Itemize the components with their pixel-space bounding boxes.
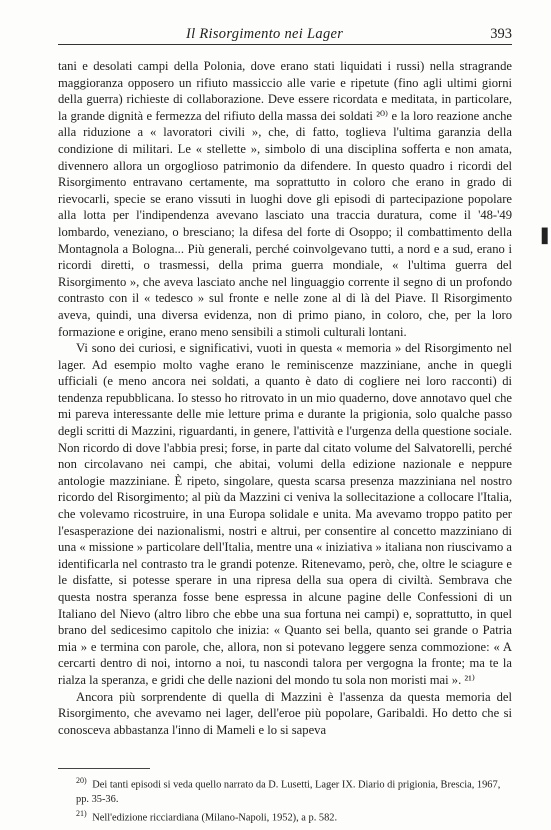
- header-rule: [58, 44, 512, 45]
- page-number: 393: [490, 26, 512, 42]
- footnote-number: 21): [76, 808, 87, 818]
- footnote-20: [58, 774, 512, 807]
- body-text: [58, 58, 512, 738]
- footnote-text: Dei tanti episodi si veda quello narrato da D. Lusetti, Lager IX. Diario di prigionia, Brescia, 1967, pp. 35-36.: [76, 779, 501, 805]
- paragraph-1: tani e desolati campi della Polonia, dove erano stati liquidati i russi) nella stragrande maggioranza opposero un rifiuto massiccio alle varie e ripetute (fino agli ultimi giorni della guerra) richieste di collaborazione. Deve essere ricordata e meditata, in particolare, la grande dignità e fermezza del rifiuto della massa dei soldati ²⁰⁾ e la loro reazione anche alla riduzione a « lavoratori civili », che, di fatto, toglieva l'ultima garanzia della condizione di militari. Le « stellette », simbolo di una disciplina sofferta e non amata, divennero allora un orgoglioso patrimonio da difendere. In questo quadro i ricordi del Risorgimento entravano certamente, ma soprattutto in coloro che erano in grado di rievocarli, specie se erano vissuti in luoghi dove gli episodi di partecipazione popolare alla lotta per l'indipendenza avevano lasciato una traccia duratura, come il '48-'49 lombardo, veneziano, o bresciano; la difesa del forte di Osoppo; il combattimento della Montagnola a Bologna... Più generali, perché coinvolgevano tutti, a nord e a sud, erano i ricordi diretti, o trasmessi, della prima guerra mondiale, « l'ultima guerra del Risorgimento », che aveva lasciato anche nel linguaggio corrente il segno di un profondo contrasto con il « tedesco » sul fronte e nelle zone al di là del Piave. Il Risorgimento aveva, quindi, una diversa evidenza, non di primo piano, in coloro, che, per la loro formazione e origine, erano meno sensibili a stimoli culturali lontani.: [58, 59, 512, 339]
- footnote-number: 20): [76, 776, 87, 785]
- paragraph-3: Ancora più sorprendente di quella di Mazzini è l'assenza da questa memoria del Risorgimento, che avevamo nei lager, dell'eroe più popolare, Garibaldi. Ho detto che si conosceva abbastanza l'inno di Mameli e lo si sapeva: [58, 689, 512, 737]
- footnote-rule: [58, 768, 150, 769]
- footnote-21: [58, 807, 512, 826]
- paragraph-2: Vi sono dei curiosi, e significativi, vuoti in questa « memoria » del Risorgimento nel lager. Ad esempio molto vaghe erano le reminiscenze mazziniane, anche in quegli ufficiali (e meno ancora nei soldati, a quanto è dato di cogliere nei loro racconti) di tendenza repubblicana. Io stesso ho ritrovato in un mio quaderno, dove annotavo quel che mi pareva interessante delle mie letture prima e durante la prigionia, solo qualche passo degli scritti di Mazzini, riguardanti, in genere, l'attività e l'urgenza della questione sociale. Non ricordo di dove l'abbia presi; forse, in parte dal citato volume del Salvatorelli, perché non circolavano nei campi, che abitai, volumi della edizione nazionale e neppure antologie mazziniane. È ripeto, singolare, questa scarsa presenza mazziniana nel nostro ricordo del Risorgimento; al più da Mazzini ci veniva la sollecitazione a collocare l'Italia, che volevamo ricostruire, in una Europa solidale e unita. Ma avevamo troppo patito per l'esasperazione dei nazionalismi, nostri e altrui, per consentire al concetto mazziniano di una « missione » particolare dell'Italia, mentre una « iniziativa » italiana non riuscivamo a identificarla nel contrasto tra le grandi potenze. Ritenevamo, però, che, oltre le sciagure e le disfatte, si potesse sperare in una ripresa della sua opera di civiltà. Sembrava che questa nostra speranza fosse bene espressa in alcune pagine delle Confessioni di un Italiano del Nievo (altro libro che ebbe una sua fortuna nei campi) e, soprattutto, in quel brano del sedicesimo capitolo che inizia: « Quanto sei bella, quanto sei grande o Patria mia » e termina con parole, che, allora, non si potevano leggere senza commozione: « A cercarti dentro di noi, intorno a noi, tu nascondi talora per vergogna la fronte; ma te la rialza la speranza, e gridi che delle nazioni del mondo tu sola non moristi mai ». ²¹⁾: [58, 341, 512, 687]
- running-header: [58, 24, 512, 46]
- margin-mark: ❚: [538, 227, 551, 244]
- running-title: Il Risorgimento nei Lager: [186, 26, 344, 42]
- footnotes: [58, 774, 512, 826]
- footnote-text: Nell'edizione ricciardiana (Milano-Napoli, 1952), a p. 582.: [92, 812, 338, 824]
